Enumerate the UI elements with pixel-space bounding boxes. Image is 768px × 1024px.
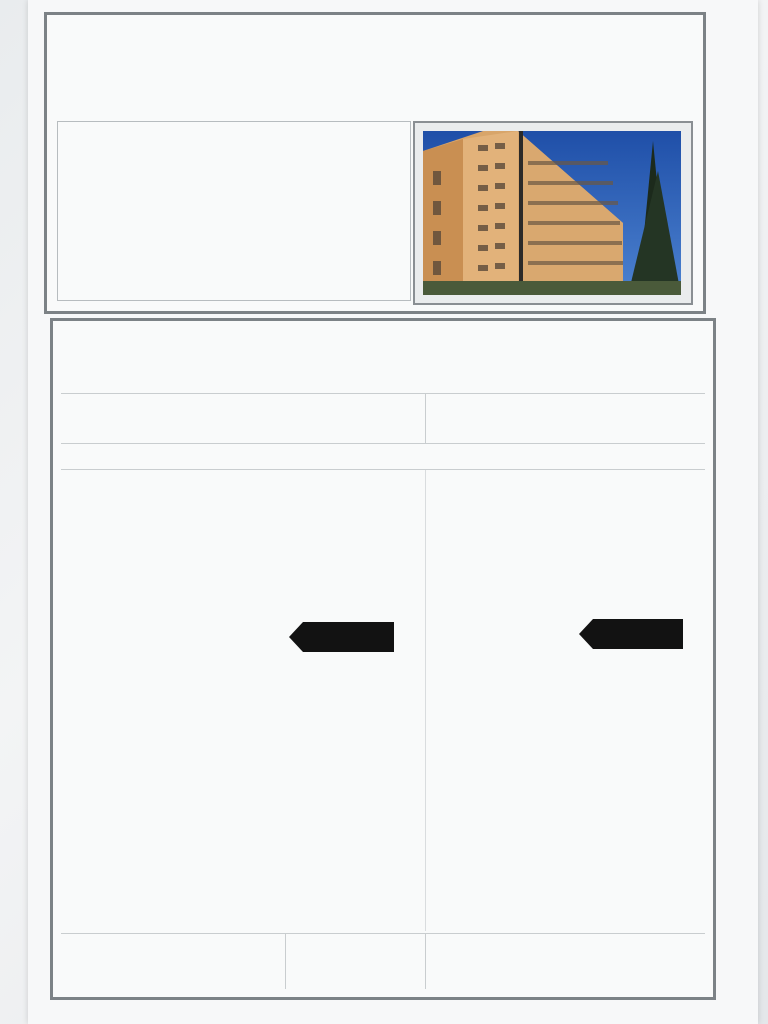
totals-label — [67, 947, 297, 948]
left-column-heading — [61, 401, 425, 403]
certificate-header-box — [44, 12, 706, 314]
left-value — [336, 629, 348, 645]
energy-rating-box — [50, 318, 716, 1000]
unit-row — [53, 451, 713, 466]
divider — [425, 469, 426, 931]
building-photo — [423, 131, 681, 295]
divider — [425, 933, 426, 989]
right-column-heading — [426, 401, 705, 403]
right-value — [626, 626, 636, 642]
left-value-marker — [289, 622, 394, 652]
divider — [285, 933, 286, 989]
divider — [61, 443, 705, 444]
divider — [61, 933, 705, 934]
divider — [61, 469, 705, 470]
building-info-panel — [57, 121, 411, 301]
divider — [61, 393, 705, 394]
building-photo-frame — [413, 121, 693, 305]
right-value-marker — [579, 619, 683, 649]
